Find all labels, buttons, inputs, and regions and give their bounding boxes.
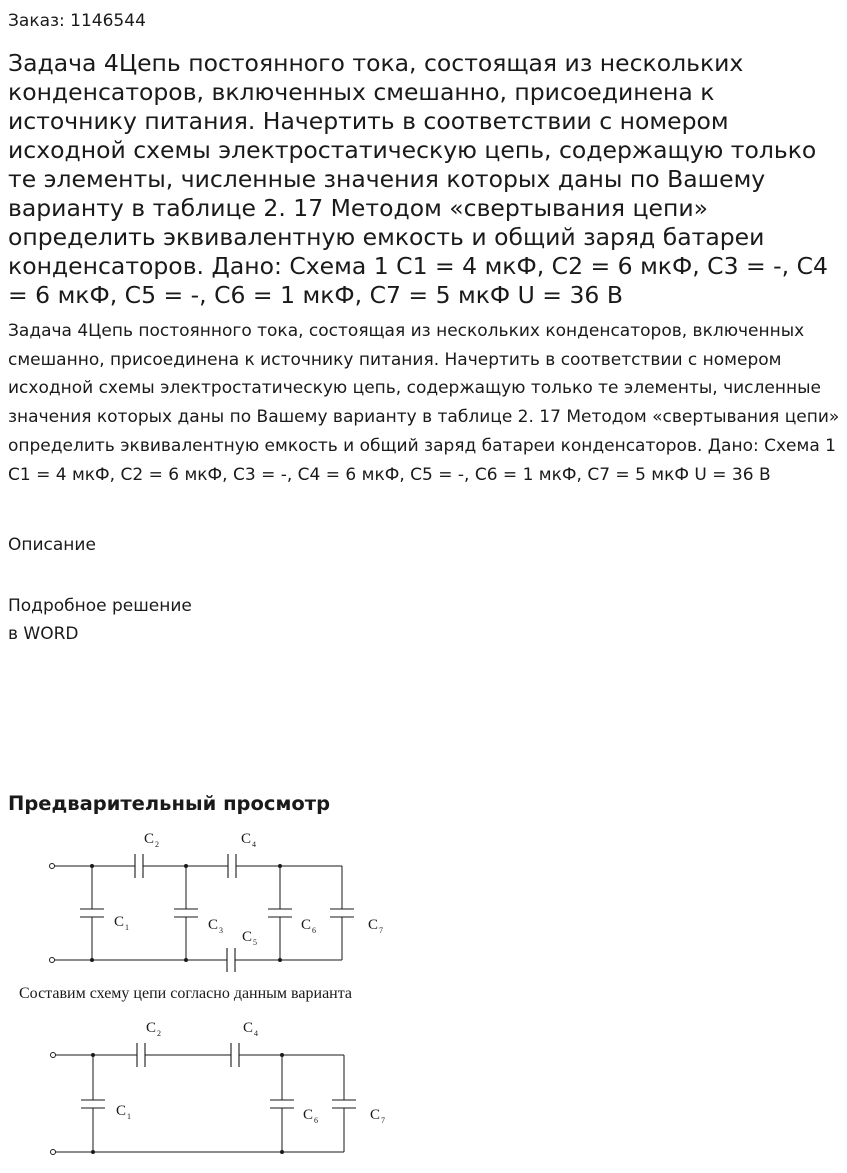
- svg-text:2: 2: [155, 840, 159, 849]
- svg-text:7: 7: [379, 926, 383, 935]
- label-c2: С: [146, 1020, 157, 1036]
- capacitor-c6: [270, 1100, 294, 1108]
- description-heading: Описание: [8, 535, 96, 555]
- label-c2: С: [144, 831, 155, 847]
- preview-heading: Предварительный просмотр: [8, 792, 331, 815]
- capacitor-c4: [231, 1043, 239, 1067]
- svg-text:1: 1: [127, 1112, 131, 1121]
- svg-text:3: 3: [219, 926, 223, 935]
- label-c6: С: [303, 1107, 314, 1123]
- capacitor-c1: [81, 1100, 105, 1108]
- svg-text:2: 2: [157, 1029, 161, 1038]
- svg-text:5: 5: [253, 938, 257, 947]
- svg-text:4: 4: [254, 1029, 258, 1038]
- label-c4: С: [241, 831, 252, 847]
- description-line-2: в WORD: [8, 624, 79, 644]
- capacitor-c7: [332, 1100, 356, 1108]
- svg-text:6: 6: [312, 926, 316, 935]
- label-c5: С: [242, 929, 253, 945]
- label-c3: С: [208, 917, 219, 933]
- label-c1: С: [114, 914, 125, 930]
- task-text: Задача 4Цепь постоянного тока, состоящая из нескольких конденсаторов, включенных смешанно, присоединена к источнику питания. Начертить в соответствии с номером исходной схемы электростатическую цепь, содержащую только те элементы, численные значения которых даны по Вашему варианту в таблице 2. 17 Методом «свертывания цепи» определить эквивалентную емкость и общий заряд батареи конденсаторов. Дано: Схема 1 С1 = 4 мкФ, С2 = 6 мкФ, С3 = -, С4 = 6 мкФ, С5 = -, С6 = 1 мкФ, С7 = 5 мкФ U = 36 В: [8, 321, 840, 485]
- terminal-bottom: [51, 1150, 56, 1155]
- svg-text:1: 1: [125, 923, 129, 932]
- description-line-1: Подробное решение: [8, 596, 192, 616]
- label-c4: С: [243, 1020, 254, 1036]
- svg-text:4: 4: [252, 840, 256, 849]
- diagram-caption: Составим схему цепи согласно данным варианта: [19, 985, 353, 1002]
- terminal-top: [51, 1053, 56, 1058]
- label-c7: С: [368, 917, 379, 933]
- order-number: Заказ: 1146544: [8, 11, 146, 31]
- task-title: Задача 4Цепь постоянного тока, состоящая из нескольких конденсаторов, включенных смешанно, присоединена к источнику питания. Начертить в соответствии с номером исходной схемы электростатическую цепь, содержащую только те элементы, численные значения которых даны по Вашему варианту в таблице 2. 17 Методом «свертывания цепи» определить эквивалентную емкость и общий заряд батареи конденсаторов. Дано: Схема 1 С1 = 4 мкФ, С2 = 6 мкФ, С3 = -, С4 = 6 мкФ, С5 = -, С6 = 1 мкФ, С7 = 5 мкФ U = 36 В: [8, 49, 828, 309]
- svg-text:7: 7: [381, 1116, 385, 1125]
- label-c1: С: [116, 1103, 127, 1119]
- label-c7: С: [370, 1107, 381, 1123]
- label-c6: С: [301, 917, 312, 933]
- capacitor-c2: [137, 1043, 145, 1067]
- svg-text:6: 6: [314, 1116, 318, 1125]
